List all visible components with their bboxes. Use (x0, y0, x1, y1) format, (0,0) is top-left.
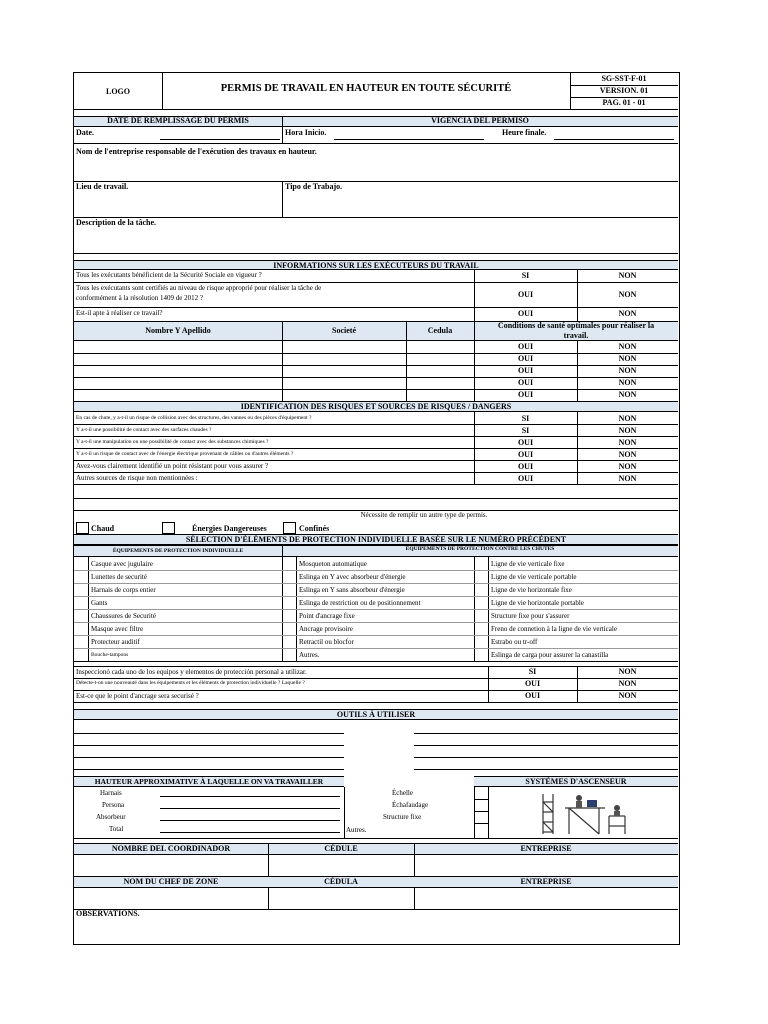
no-option[interactable]: NON (618, 366, 637, 375)
logo: LOGO (105, 87, 130, 96)
work-type-label: Tipo de Trabajo. (285, 182, 343, 191)
ppe-checkbox[interactable] (74, 648, 88, 661)
height-other-label: Autres. (346, 826, 367, 834)
ppe-checkbox[interactable] (282, 570, 296, 583)
fall-item-restraint-lanyard: Eslinga de restriction ou de positionnement (299, 599, 421, 607)
description-label: Description de la tâche. (76, 218, 156, 227)
yes-option[interactable]: OUI (524, 679, 541, 688)
fall-item-carabiner: Mosqueton automatique (299, 560, 367, 568)
yes-option[interactable]: OUI (517, 390, 534, 399)
no-option[interactable]: NON (618, 679, 637, 688)
fall-item-horizontal-fixed: Ligne de vie horizontale fixe (491, 586, 572, 594)
yes-option[interactable]: SI (521, 414, 530, 423)
ppe-row-divider (74, 609, 678, 610)
fall-item-y-lanyard-absorber: Eslinga en Y avec absorbeur d'énergie (299, 573, 406, 581)
cedule-header: CÉDULE (324, 844, 358, 853)
ppe-checkbox[interactable] (74, 635, 88, 648)
tools-title: OUTILS À UTILISER (74, 709, 678, 720)
ppe-checkbox[interactable] (282, 635, 296, 648)
ppe-checkbox[interactable] (282, 596, 296, 609)
inspection-question: Inspeccionó cada uno de los equipos y elementos de protección personal a utilizar. (76, 668, 307, 676)
risk-question: Y a-t-il une possibilité de contact avec des surfaces chaudes ? (76, 427, 212, 433)
hazardous-energy-checkbox[interactable] (162, 522, 175, 534)
tool-line[interactable] (74, 733, 344, 734)
fall-item-temp-anchor: Ancrage provisoire (299, 625, 353, 633)
fall-item-vertical-portable: Ligne de vie verticale portable (491, 573, 577, 581)
start-time-field[interactable] (334, 139, 484, 140)
tool-line[interactable] (74, 745, 344, 746)
fall-item-rope-grab: Freno de connetion à la ligne de vie verticale (491, 625, 617, 633)
ppe-checkbox[interactable] (474, 583, 488, 596)
inspection-question: Est-ce que le point d'ancrage sera securisé ? (76, 692, 199, 700)
ppe-item-mask: Masque avec filtre (91, 625, 144, 633)
no-option[interactable]: NON (618, 354, 637, 363)
no-option[interactable]: NON (618, 667, 637, 676)
yes-option[interactable]: OUI (517, 354, 534, 363)
hot-work-label: Chaud (91, 524, 115, 533)
fall-item-basket-sling: Eslinga de carga pour assurer la canastilla (491, 651, 609, 659)
confined-space-checkbox[interactable] (283, 522, 296, 534)
ppe-row-divider (74, 583, 678, 584)
ppe-checkbox[interactable] (282, 622, 296, 635)
yes-option[interactable]: SI (521, 426, 530, 435)
company-header: ENTREPRISE (520, 844, 572, 853)
ascent-item-scaffold: Échafaudage (392, 801, 429, 809)
fall-item-others: Autres. (299, 651, 320, 659)
document-version: VERSION. 01 (599, 86, 649, 95)
no-option[interactable]: NON (618, 474, 637, 483)
no-option[interactable]: NON (618, 426, 637, 435)
yes-option[interactable]: OUI (517, 378, 534, 387)
scaffold-illustration (539, 788, 629, 838)
no-option[interactable]: NON (618, 390, 637, 399)
confined-space-label: Confinés (299, 524, 330, 533)
document-page: PAG. 01 - 01 (602, 98, 646, 107)
fall-item-vertical-fixed: Ligne de vie verticale fixe (491, 560, 565, 568)
ppe-checkbox[interactable] (74, 570, 88, 583)
ppe-col2-title: ÉQUIPEMENTS DE PROTECTION CONTRE LES CHUTES (405, 546, 555, 552)
page-title: PERMIS DE TRAVAIL EN HAUTEUR EN TOUTE SÉCURITÉ (220, 83, 512, 94)
height-item-person: Persona (102, 801, 125, 809)
height-title: HAUTEUR APPROXIMATIVE À LAQUELLE ON VA TRAVAILLER (94, 777, 324, 786)
no-option[interactable]: NON (618, 271, 637, 280)
company-column-header: Societé (332, 326, 356, 335)
start-time-label: Hora Inicio. (285, 128, 327, 137)
ppe-checkbox[interactable] (474, 622, 488, 635)
height-item-harness: Harnais (100, 789, 122, 797)
ppe-checkbox[interactable] (74, 583, 88, 596)
tool-line[interactable] (414, 745, 678, 746)
end-time-label: Heure finale. (502, 128, 547, 137)
no-option[interactable]: NON (618, 450, 637, 459)
risk-question: Y a-t-il un risque de contact avec de l'énergie électrique provenant de câbles ou d'autres éléments ? (76, 451, 294, 457)
date-label: Date. (76, 128, 94, 137)
zone-chief-header: NOM DU CHEF DE ZONE (123, 877, 219, 886)
ppe-checkbox[interactable] (282, 557, 296, 570)
risk-question: Autres sources de risque non mentionnées : (76, 474, 198, 482)
yes-option[interactable]: OUI (517, 342, 534, 351)
risks-title: IDENTIFICATION DES RISQUES ET SOURCES DE RISQUES / DANGERS (74, 401, 678, 412)
yes-option[interactable]: OUI (517, 438, 534, 447)
height-harness-field[interactable] (160, 796, 340, 797)
height-total-field[interactable] (160, 832, 340, 833)
description-field[interactable] (74, 229, 678, 253)
fall-item-strap: Estrabo ou tr-off (491, 638, 538, 646)
ppe-item-ear-protector: Protecteur auditif (91, 638, 140, 646)
risk-question: Avez-vous clairement identifié un point résistant pour vous assurer ? (76, 462, 269, 470)
no-option[interactable]: NON (618, 378, 637, 387)
height-person-field[interactable] (160, 808, 340, 809)
ppe-item-harness: Harnais de corps entier (91, 586, 156, 594)
no-option[interactable]: NON (618, 414, 637, 423)
height-absorber-field[interactable] (160, 820, 340, 821)
observations-label: OBSERVATIONS. (76, 909, 140, 918)
ppe-row-divider (74, 596, 678, 597)
ppe-checkbox[interactable] (74, 557, 88, 570)
tool-line[interactable] (414, 757, 678, 758)
ppe-row-divider (74, 622, 678, 623)
workers-title: INFORMATIONS SUR LES EXÉCUTEURS DU TRAVAIL (74, 260, 678, 270)
cedula-header: CÉDULA (324, 877, 358, 886)
tool-line[interactable] (74, 757, 344, 758)
document-code: SG-SST-F-01 (601, 74, 647, 83)
company-header-2: ENTREPRISE (520, 877, 572, 886)
fill-date-title: DATE DE REMPLISSAGE DU PERMIS (107, 116, 249, 125)
ppe-item-shoes: Chaussures de Securité (91, 612, 156, 620)
ppe-row-divider (74, 635, 678, 636)
no-option[interactable]: NON (618, 309, 637, 318)
worker-question: Tous les exécutants bénéficient de la Sécurité Sociale en vigueur ? (76, 271, 262, 279)
ppe-item-glasses: Lunettes de securité (91, 573, 147, 581)
date-field[interactable] (160, 139, 280, 140)
ppe-checkbox[interactable] (474, 596, 488, 609)
no-option[interactable]: NON (618, 691, 637, 700)
ppe-checkbox[interactable] (74, 622, 88, 635)
ppe-item-gloves: Gants (91, 599, 108, 607)
ppe-checkbox[interactable] (282, 583, 296, 596)
yes-option[interactable]: OUI (517, 290, 534, 299)
ppe-row-divider (74, 648, 678, 649)
yes-option[interactable]: OUI (517, 474, 534, 483)
tool-line[interactable] (414, 733, 678, 734)
hazardous-energy-label: Énergies Dangereuses (192, 524, 267, 533)
yes-option[interactable]: SI (528, 667, 537, 676)
no-option[interactable]: NON (618, 342, 637, 351)
ascent-item-ladder: Échelle (392, 789, 413, 797)
no-option[interactable]: NON (618, 290, 637, 299)
health-column-header-cont: travail. (563, 331, 589, 340)
ppe-checkbox[interactable] (74, 609, 88, 622)
ppe-checkbox[interactable] (474, 648, 488, 661)
ppe-checkbox[interactable] (282, 609, 296, 622)
end-time-field[interactable] (554, 139, 674, 140)
id-column-header: Cedula (427, 326, 453, 335)
ascent-title: SYSTÈMES D'ASCENSEUR (525, 777, 627, 786)
height-item-absorber: Absorbeur (96, 813, 126, 821)
validity-title: VIGENCIA DEL PERMISO (431, 116, 529, 125)
observations-field[interactable] (74, 919, 678, 943)
ppe-checkbox[interactable] (74, 596, 88, 609)
fall-item-retractable: Retractil ou blocfor (299, 638, 354, 646)
coordinator-header: NOMBRE DEL COORDINADOR (111, 844, 231, 853)
inspection-question: Détecte-t-on une nouveauté dans les équipements et les éléments de protection individuelle ? Laquelle ? (76, 680, 305, 686)
tool-line[interactable] (414, 769, 678, 770)
worker-question: Est-il apte à réaliser ce travail? (76, 309, 163, 317)
work-permit-form (73, 72, 680, 945)
no-option[interactable]: NON (618, 438, 637, 447)
yes-option[interactable]: SI (521, 271, 530, 280)
ppe-checkbox[interactable] (474, 570, 488, 583)
place-label: Lieu de travail. (76, 182, 129, 191)
ppe-checkbox[interactable] (282, 648, 296, 661)
fall-item-y-lanyard: Eslinga en Y sans absorbeur d'énergie (299, 586, 405, 594)
ppe-col1-title: ÉQUIPEMENTS DE PROTECTION INDIVIDUELLE (112, 548, 244, 554)
yes-option[interactable]: OUI (517, 309, 534, 318)
ppe-item-helmet: Casque avec jugulaire (91, 560, 153, 568)
health-column-header: Conditions de santé optimales pour réaliser la (497, 321, 655, 330)
ppe-title: SÉLECTION D'ÉLÉMENTS DE PROTECTION INDIVIDUELLE BASÉE SUR LE NUMÉRO PRÉCÉDENT (74, 534, 678, 545)
fall-item-fixed-anchor: Point d'ancrage fixe (299, 612, 355, 620)
ppe-item-earplugs: Bouche-tampons (91, 652, 129, 658)
height-item-total: Total (109, 825, 124, 833)
worker-question: Tous les exécutants sont certifiés au niveau de risque approprié pour réaliser la tâche de (76, 284, 322, 292)
no-option[interactable]: NON (618, 462, 637, 471)
fall-item-fixed-structure: Structure fixe pour s'assurer (491, 612, 570, 620)
ppe-checkbox[interactable] (474, 557, 488, 570)
ppe-checkbox[interactable] (474, 635, 488, 648)
yes-option[interactable]: OUI (517, 462, 534, 471)
risk-question: Y a-t-il une manipulation ou une possibilité de contact avec des substances chimiques ? (76, 439, 269, 445)
yes-option[interactable]: OUI (517, 366, 534, 375)
tool-line[interactable] (74, 769, 344, 770)
fall-item-horizontal-portable: Ligne de vie horizontale portable (491, 599, 584, 607)
worker-question-cont: conformément à la résolution 1409 de 2012 ? (76, 294, 203, 302)
ppe-row-divider (74, 570, 678, 571)
ascent-item-fixed-structure: Structure fixe (383, 813, 422, 821)
company-label: Nom de l'entreprise responsable de l'exécution des travaux en hauteur. (76, 147, 317, 156)
yes-option[interactable]: OUI (524, 691, 541, 700)
risk-question: En cas de chute, y a-t-il un risque de collision avec des structures, des vannes ou des pièces d'équipement ? (76, 415, 312, 421)
company-field[interactable] (74, 157, 678, 181)
name-column-header: Nombre Y Apellido (145, 326, 211, 335)
yes-option[interactable]: OUI (517, 450, 534, 459)
hot-work-checkbox[interactable] (76, 522, 89, 534)
other-permit-label: Nécessite de remplir un autre type de permis. (360, 511, 488, 519)
ppe-checkbox[interactable] (474, 609, 488, 622)
